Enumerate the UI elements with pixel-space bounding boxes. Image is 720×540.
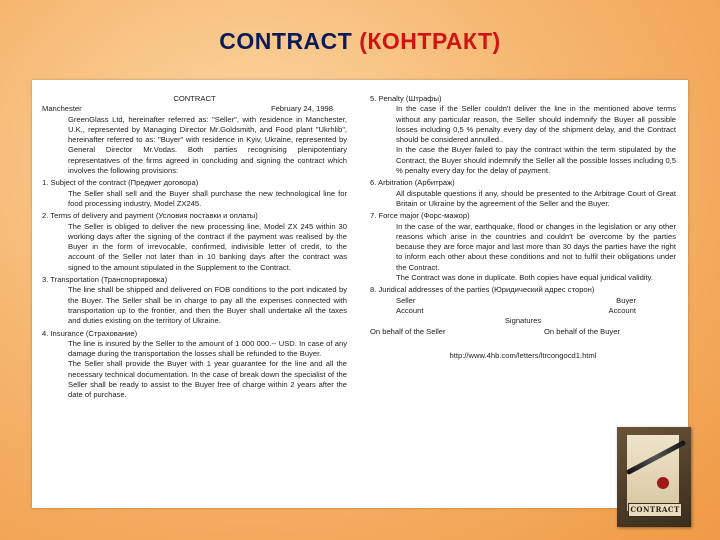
section-4-text-2: The Seller shall provide the Buyer with 1 year guarantee for the line and all the necessary technical documentation. In the case of break down the specialist of the Seller shall be ready to assist to the Buyer free of charge within 2 years after the date of purchase.	[68, 359, 347, 400]
section-7-text-1: In the case of the war, earthquake, flood or changes in the legislation or any other reasons which arise in the countries and couldn't be overcome by the parties because they are force major and last more than 30 days the parties have the right to inform each other about these conditions and not to fulfil their obligations under the Contract.	[396, 221, 676, 272]
section-4-heading: 4. Insurance (Страхование)	[42, 328, 138, 338]
section-5-heading: 5. Penalty (Штрафы)	[370, 94, 442, 103]
contract-document	[32, 80, 688, 508]
title-russian: (КОНТРАКТ)	[359, 28, 501, 54]
left-column	[42, 94, 347, 401]
contract-illustration	[617, 427, 691, 527]
intro-paragraph: GreenGlass Ltd, hereinafter referred as: "Seller", with residence in Manchester, U.K., represented by Managing Director Mr.Goldsmith, and Food plant "Ukrhlib", hereinafter referred to as: "Buyer" with residence in Kyiv, Ukraine, represented by General Director Mr.Vodas. Both parties recognising plenipotentiary representatives of the firms agreed in concluding and signing the contract which involves the following provisions:	[68, 114, 347, 176]
section-2-heading: 2. Terms of delivery and payment (Условия поставки и оплаты)	[42, 211, 258, 221]
section-4-text-1: The line is insured by the Seller to the amount of 1 000 000.-- USD. In case of any damage during the transportation the losses shall be refunded to the Buyer.	[68, 338, 347, 359]
city: Manchester	[42, 104, 82, 114]
section-3-heading: 3. Transportation (Транспортировка)	[42, 275, 168, 285]
section-5-text-1: In the case if the Seller couldn't deliver the line in the mentioned above terms without any particular reason, the Seller should indemnify the Buyer all possible losses including 0,5 % penalty every day of the shipment delay, and the Contract should be considered annulled..	[396, 104, 676, 145]
wax-seal-icon	[657, 477, 669, 489]
section-3-text: The line shall be shipped and delivered on FOB conditions to the port indicated by the Buyer. The Seller shall be in charge to pay all the expenses connected with transportation up to the frontier, and then the Buyer shall undertake all the taxes and duties existing on the territory of Ukraine.	[68, 285, 347, 326]
section-6-heading: 6. Arbitration (Арбитраж)	[370, 178, 455, 188]
page-title	[0, 28, 720, 55]
account-row	[370, 306, 676, 316]
seller-account: Account	[396, 305, 424, 315]
buyer-account: Account	[608, 305, 636, 315]
parties-row	[370, 296, 676, 306]
behalf-buyer: On behalf of the Buyer	[544, 326, 620, 336]
title-english: CONTRACT	[219, 28, 353, 54]
section-8-heading: 8. Juridical addresses of the parties (Юридический адрес сторон)	[370, 285, 595, 295]
place-date-row	[42, 104, 347, 114]
section-5-text-2: In the case the Buyer failed to pay the contract within the term stipulated by the Contract, the Buyer should indemnify the Seller all the possible losses including 0,5 % penalty every day for the delay of payment.	[396, 145, 676, 176]
right-column	[370, 94, 676, 361]
behalf-seller: On behalf of the Seller	[370, 326, 446, 336]
section-7-heading: 7. Force major (Форс-мажор)	[370, 211, 470, 221]
behalf-row	[370, 327, 676, 337]
section-1-heading: 1. Subject of the contract (Предмет договора)	[42, 178, 199, 188]
contract-heading: CONTRACT	[173, 94, 216, 103]
section-6-text: All disputable questions if any, should be presented to the Arbitrage Court of Great Britain or Ukraine by the agreement of the Seller and the Buyer.	[396, 188, 676, 208]
section-7-text-2: The Contract was done in duplicate. Both copies have equal juridical validity.	[396, 273, 653, 283]
section-2-text: The Seller is obliged to deliver the new processing line, Model ZX 245 within 30 working days after the signing of the contract if the payment was realised by the Buyer in the form of irrevocable, confirmed, indivisible letter of credit, to the account of the Seller not later than in 10 banking days after the contract was signed to the amount stipulated in the Supplement to the Contract.	[68, 221, 347, 272]
contract-date: February 24, 1998	[270, 104, 333, 114]
section-1-text: The Seller shall sell and the Buyer shall purchase the new technological line for food processing industry, Model ZX245.	[68, 188, 347, 208]
illustration-label: CONTRACT	[628, 503, 682, 517]
buyer-label: Buyer	[616, 295, 636, 305]
signatures-label: Signatures	[504, 316, 542, 326]
seller-label: Seller	[396, 295, 416, 305]
source-url-link[interactable]: http://www.4hb.com/letters/ltrcongocd1.html	[449, 350, 597, 360]
